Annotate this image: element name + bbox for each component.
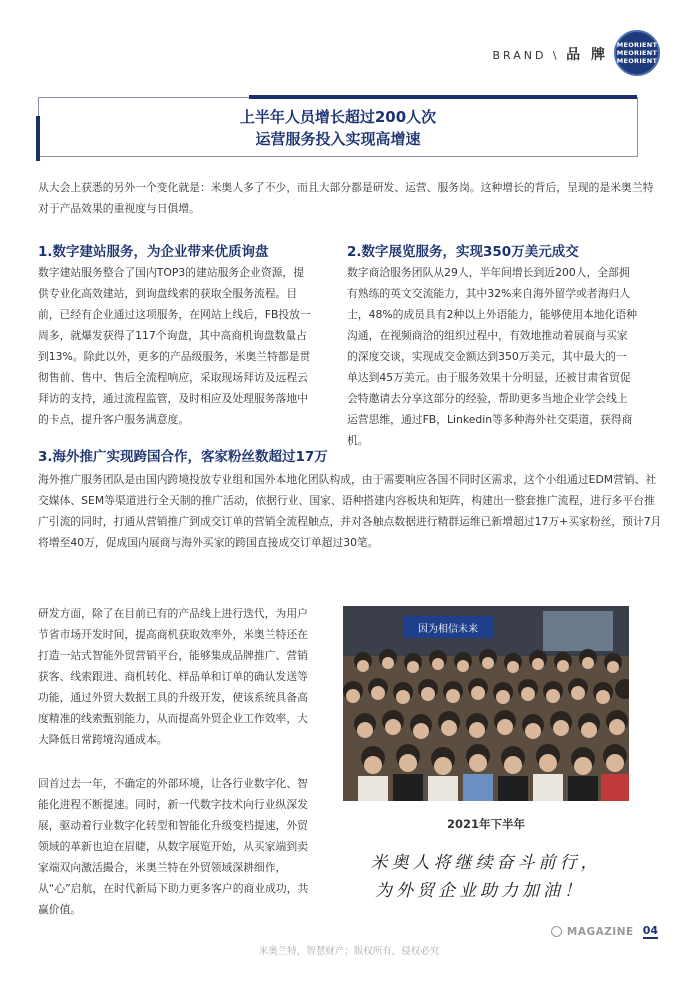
logo-line: MEORIENT	[616, 41, 658, 49]
section-heading: 2.数字展览服务，实现350万美元成交	[347, 244, 579, 260]
copyright-footer: 米奥兰特，智慧财产；版权所有，侵权必究	[258, 946, 440, 957]
slogan-line: 为外贸企业助力加油！	[375, 881, 585, 901]
page-title: 上半年人员增长超过200人次	[239, 108, 437, 126]
page-number: 04	[642, 924, 658, 937]
brand-label	[492, 44, 608, 64]
logo-line: MEORIENT	[616, 57, 658, 65]
banner-text: 因为相信未来	[418, 624, 478, 635]
photo-caption: 2021年下半年	[446, 817, 525, 831]
section-heading: 3.海外推广实现跨国合作，客家粉丝数超过17万	[38, 449, 328, 465]
slogan-line: 米奥人将继续奋斗前行，	[370, 853, 602, 873]
team-photo	[343, 606, 629, 801]
section-body: 数字建站服务整合了国内TOP3的建站服务企业资源，提供专业化高效建站，到询盘线索的获取全服务流程。目前，已经有企业通过这项服务，在网站上线后，FB投放一周多，就爆发获得了117个询盘，其中高商机询盘数量占到13%。除此以外，更多的产品级服务，米奥兰特都是贯彻售前、售中、售后全流程响应，采取现场拜访及远程云拜访的支持，通过流程监管，及时相应及处理服务落地中的卡点，提升客户服务满意度。	[38, 266, 311, 426]
logo-line: MEORIENT	[616, 49, 658, 57]
page-subtitle: 运营服务投入实现高增速	[255, 130, 421, 148]
title-box	[38, 97, 638, 157]
brand-zh: 品 牌	[566, 47, 608, 63]
section-heading: 1.数字建站服务，为企业带来优质询盘	[38, 244, 269, 260]
rd-paragraph: 研发方面，除了在目前已有的产品线上进行迭代，为用户节省市场开发时间，提高商机获取效率外，米奥兰特还在打造一站式智能外贸营销平台，能够集成品牌推广、营销获客、线索跟进、商机转化、样品单和订单的确认发送等功能，通过外贸大数据工具的升级开发，使该系统具备高度精准的线索甄别能力，从而提高外贸企业工作效率，大大降低日常跨境沟通成本。	[38, 607, 308, 746]
section-body: 数字商洽服务团队从29人，半年间增长到近200人，全部拥有熟练的英文交流能力，其中32%来自海外留学或者海归人士，48%的成员具有2种以上外语能力，能够使用本地化语种沟通，在视频商洽的组织过程中，有效地推动着展商与买家的深度交谈，实现成交金额达到350万美元，其中最大的一单达到45万美元。由于服务效果十分明显，还被甘肃省贸促会特邀请去分享这部分的经验，帮助更多当地企业学会线上运营思维，通过FB，Linkedin等多种海外社交渠道，获得商机。	[347, 266, 637, 447]
magazine-label: MAGAZINE	[566, 925, 634, 938]
globe-icon	[551, 926, 562, 937]
magazine-footer	[551, 924, 658, 939]
section-body: 海外推广服务团队是由国内跨境投放专业组和国外本地化团队构成，由于需要响应各国不同时区需求，这个小组通过EDM营销、社交媒体、SEM等渠道进行全天制的推广活动，依据行业、国家、语种搭建内容板块和矩阵，构建出一整套推广流程，进行多平台推广引流的同时，打通从营销推广到成交订单的营销全流程触点，并对各触点数据进行精群运维已新增超过17万+买家粉丝，预计7月将增至40万，促成国内展商与海外买家的跨国直接成交订单超过30笔。	[38, 473, 662, 549]
intro-paragraph: 从大会上获悉的另外一个变化就是：米奥人多了不少，而且大部分都是研发、运营、服务岗。这种增长的背后，呈现的是米奥兰特对于产品效果的重视度与日俱增。	[38, 181, 654, 215]
team-photo-illustration	[343, 606, 629, 801]
meorient-logo	[614, 30, 660, 76]
review-paragraph: 回首过去一年，不确定的外部环境，让各行业数字化、智能化进程不断提速。同时，新一代数字技术向行业纵深发展，驱动着行业数字化转型和智能化升级变档提速，外贸领域的革新也迫在眉睫，从数字展览开始，从买家端到卖家端双向激活撮合，米奥兰特在外贸领域深耕细作，从“心”启航，在时代新局下助力更多客户的商业成功，共赢价值。	[38, 777, 309, 916]
brand-en: BRAND \	[492, 49, 567, 62]
title-accent-bar	[249, 95, 637, 99]
